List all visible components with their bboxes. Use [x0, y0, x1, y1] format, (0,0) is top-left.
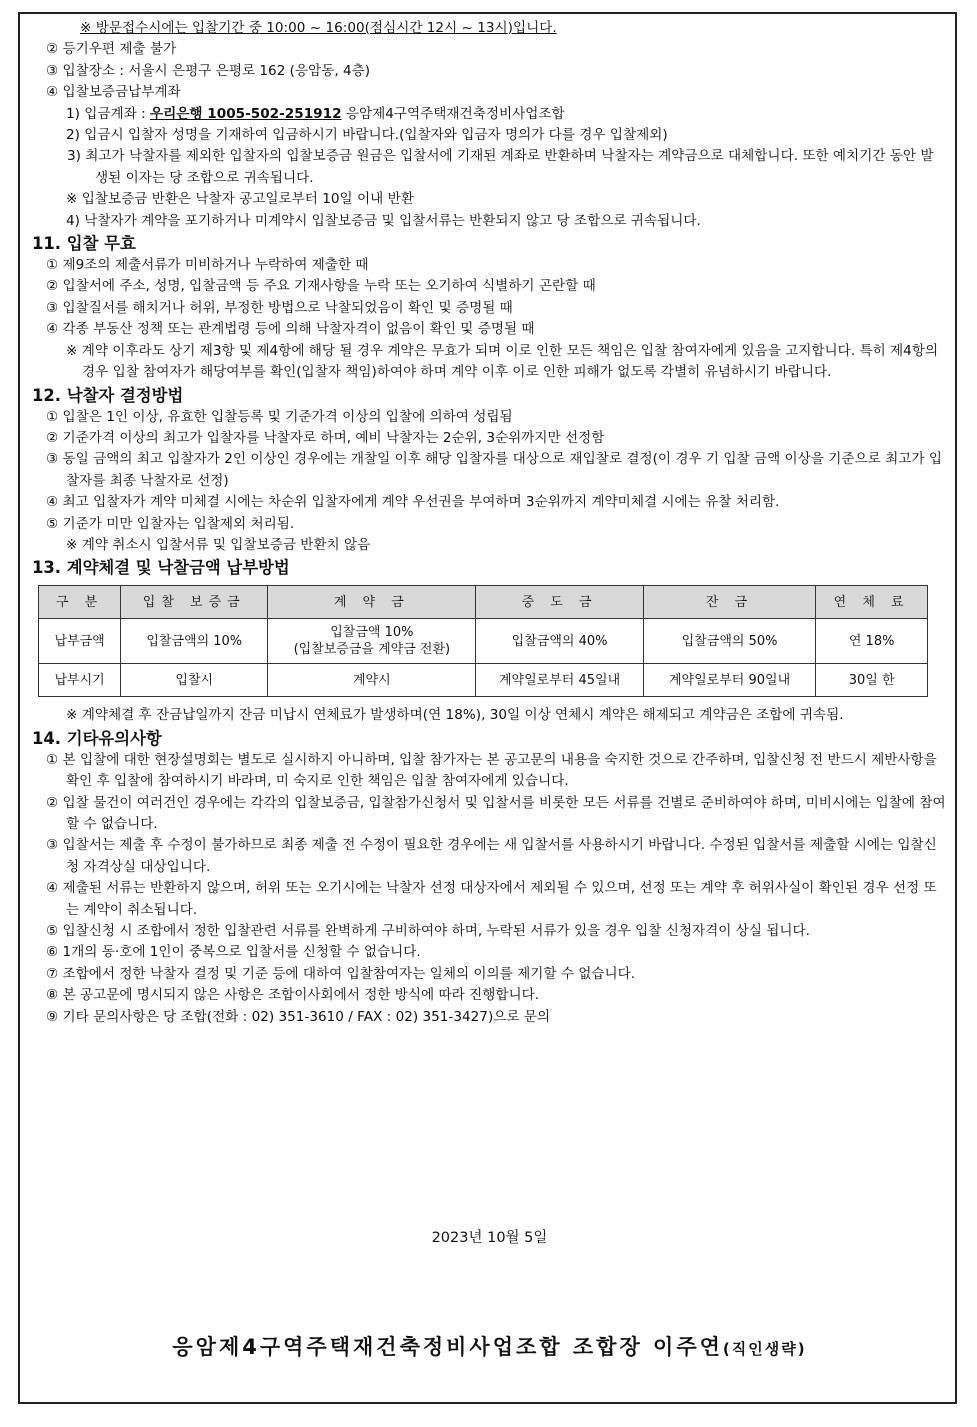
- signature-line: [20, 1331, 959, 1361]
- section-13-note: ※ 계약체결 후 잔금납일까지 잔금 미납시 연체료가 발생하며(연 18%), 30일 이상 연체시 계약은 해제되고 계약금은 조합에 귀속됨.: [66, 707, 844, 724]
- table-cell: 납부금액: [39, 619, 121, 664]
- contract-amount-note: (입찰보증금을 계약금 전환): [293, 642, 451, 658]
- list-item: ③ 입찰질서를 해치거나 허위, 부정한 방법으로 낙찰되었음이 확인 및 증명될 때: [46, 299, 513, 316]
- list-item: ② 입찰서에 주소, 성명, 입찰금액 등 주요 기재사항을 누락 또는 오기하여 식별하기 곤란할 때: [46, 278, 596, 295]
- table-cell: 입찰금액의 40%: [476, 619, 643, 664]
- account-holder: 응암제4구역주택재건축정비사업조합: [341, 105, 565, 122]
- contract-amount: 입찰금액 10%: [330, 625, 414, 641]
- table-header-cell: 구 분: [39, 586, 121, 619]
- section-13-title: 13. 계약체결 및 낙찰금액 납부방법: [32, 558, 290, 578]
- table-cell: 입찰금액의 10%: [121, 619, 268, 664]
- list-item: ⑤ 입찰신청 시 조합에서 정한 입찰관련 서류를 완벽하게 구비하여야 하며, 누락된 서류가 있을 경우 입찰 신청자격이 상실 됩니다.: [46, 923, 810, 939]
- list-item: ① 입찰은 1인 이상, 유효한 입찰등록 및 기준가격 이상의 입찰에 의하여 성립됨: [46, 408, 513, 425]
- table-cell: 입찰시: [121, 664, 268, 697]
- list-item: ④ 각종 부동산 정책 또는 관계법령 등에 의해 낙찰자격이 없음이 확인 및 증명될 때: [46, 321, 535, 338]
- list-item: ⑧ 본 공고문에 명시되지 않은 사항은 조합이사회에서 정한 방식에 따라 진행합니다.: [46, 987, 540, 1004]
- table-header-row: [39, 586, 928, 619]
- bid-location-item: ③ 입찰장소 : 서울시 은평구 은평로 162 (응암동, 4층): [46, 62, 371, 79]
- table-header-cell: 중 도 금: [476, 586, 643, 619]
- section-14-title: 14. 기타유의사항: [32, 728, 162, 748]
- table-cell: 계약시: [268, 664, 476, 697]
- list-item: ⑥ 1개의 동·호에 1인이 중복으로 입찰서를 신청할 수 없습니다.: [46, 944, 421, 961]
- table-cell: [268, 619, 476, 664]
- registered-mail-item: ② 등기우편 제출 불가: [46, 41, 177, 58]
- list-item: ④ 제출된 서류는 반환하지 않으며, 허위 또는 오기시에는 낙찰자 선정 대상자에서 제외될 수 있으며, 선정 또는 계약 후 허위사실이 확인된 경우 선정 또는 계약이 취소됩니다.: [46, 880, 937, 918]
- list-item: ② 입찰 물건이 여러건인 경우에는 각각의 입찰보증금, 입찰참가신청서 및 입찰서를 비롯한 모든 서류를 건별로 준비하여야 하며, 미비시에는 입찰에 참여 할 수 없습니다.: [46, 794, 946, 832]
- list-item: ① 제9조의 제출서류가 미비하거나 누락하여 제출한 때: [46, 257, 369, 274]
- table-header-cell: 연 체 료: [816, 586, 928, 619]
- table-row: [39, 619, 928, 664]
- list-item: ② 기준가격 이상의 최고가 입찰자를 낙찰자로 하며, 예비 낙찰자는 2순위, 3순위까지만 선정함: [46, 429, 605, 446]
- deposit-account-item: ④ 입찰보증금납부계좌: [46, 84, 181, 101]
- payment-table: [38, 585, 928, 697]
- section-12-note: ※ 계약 취소시 입찰서류 및 입찰보증금 반환치 않음: [66, 536, 371, 553]
- signer-name: 응암제4구역주택재건축정비사업조합 조합장 이주연: [172, 1335, 723, 1359]
- table-row: [39, 664, 928, 697]
- list-item: ③ 동일 금액의 최고 입찰자가 2인 이상인 경우에는 개찰일 이후 해당 입찰자를 대상으로 재입찰로 결정(이 경우 기 입찰 금액 이상을 기준으로 최고가 입찰자를 최종 낙찰자로 선정): [46, 451, 942, 489]
- table-cell: 연 18%: [816, 619, 928, 664]
- table-cell: 30일 한: [816, 664, 928, 697]
- section-11-title: 11. 입찰 무효: [32, 234, 136, 254]
- table-header-cell: 입찰 보증금: [121, 586, 268, 619]
- table-cell: 납부시기: [39, 664, 121, 697]
- list-item: ⑦ 조합에서 정한 낙찰자 결정 및 기준 등에 대하여 입찰참여자는 일체의 이의를 제기할 수 없습니다.: [46, 965, 636, 982]
- document-date: 2023년 10월 5일: [431, 1230, 548, 1246]
- seal-omitted: (직인생략): [722, 1340, 807, 1358]
- list-item: ③ 입찰서는 제출 후 수정이 불가하므로 최종 제출 전 수정이 필요한 경우에는 새 입찰서를 사용하시기 바랍니다. 수정된 입찰서를 제출할 시에는 입찰신청 자격상실 대상입니다.: [46, 837, 937, 875]
- list-item: ⑨ 기타 문의사항은 당 조합(전화 : 02) 351-3610 / FAX : 02) 351-3427)으로 문의: [46, 1008, 551, 1025]
- account-number: 우리은행 1005-502-251912: [150, 105, 342, 122]
- list-item: ④ 최고 입찰자가 계약 미체결 시에는 차순위 입찰자에게 계약 우선권을 부여하며 3순위까지 계약미체결 시에는 유찰 처리함.: [46, 494, 780, 511]
- document-frame: [18, 12, 957, 1404]
- section-12-title: 12. 낙찰자 결정방법: [32, 385, 184, 405]
- list-item: ① 본 입찰에 대한 현장설명회는 별도로 실시하지 아니하며, 입찰 참가자는 본 공고문의 내용을 숙지한 것으로 간주하며, 입찰신청 전 반드시 제반사항을 확인 후 입찰에 참여하시기 바라며, 미 숙지로 인한 책임은 입찰 참여자에게 있습니다.: [46, 751, 937, 790]
- deposit-note: ※ 입찰보증금 반환은 낙찰자 공고일로부터 10일 이내 반환: [66, 191, 414, 208]
- table-header-cell: 계 약 금: [268, 586, 476, 619]
- deposit-item: 4) 낙찰자가 계약을 포기하거나 미계약시 입찰보증금 및 입찰서류는 반환되지 않고 당 조합으로 귀속됩니다.: [66, 212, 701, 229]
- list-item: ⑤ 기준가 미만 입찰자는 입찰제외 처리됨.: [46, 515, 295, 532]
- table-cell: 계약일로부터 45일내: [476, 664, 643, 697]
- account-line: [32, 104, 946, 125]
- table-cell: 계약일로부터 90일내: [643, 664, 816, 697]
- table-header-cell: 잔 금: [643, 586, 816, 619]
- account-prefix: 1) 입금계좌 :: [66, 105, 151, 122]
- table-cell: 입찰금액의 50%: [643, 619, 816, 664]
- visit-note: ※ 방문접수시에는 입찰기간 중 10:00 ~ 16:00(점심시간 12시 ~ 13시)입니다.: [80, 20, 557, 36]
- deposit-item: 3) 최고가 낙찰자를 제외한 입찰자의 입찰보증금 원금은 입찰서에 기재된 계좌로 반환하며 낙찰자는 계약금으로 대체합니다. 또한 예치기간 동안 발생된 이자는 당 조합으로 귀속됩니다.: [67, 148, 934, 186]
- section-11-note: ※ 계약 이후라도 상기 제3항 및 제4항에 해당 될 경우 계약은 무효가 되며 이로 인한 모든 책임은 입찰 참여자에게 있음을 고지합니다. 특히 제4항의 경우 입찰 참여자가 해당여부를 확인(입찰자 책임)하여야 하며 계약 이후 이로 인한 피해가 없도록 각별히 유념하시기 바랍니다.: [66, 342, 939, 381]
- deposit-item: 2) 입금시 입찰자 성명을 기재하여 입금하시기 바랍니다.(입찰자와 입금자 명의가 다를 경우 입찰제외): [66, 127, 668, 144]
- document-body: [32, 18, 946, 1028]
